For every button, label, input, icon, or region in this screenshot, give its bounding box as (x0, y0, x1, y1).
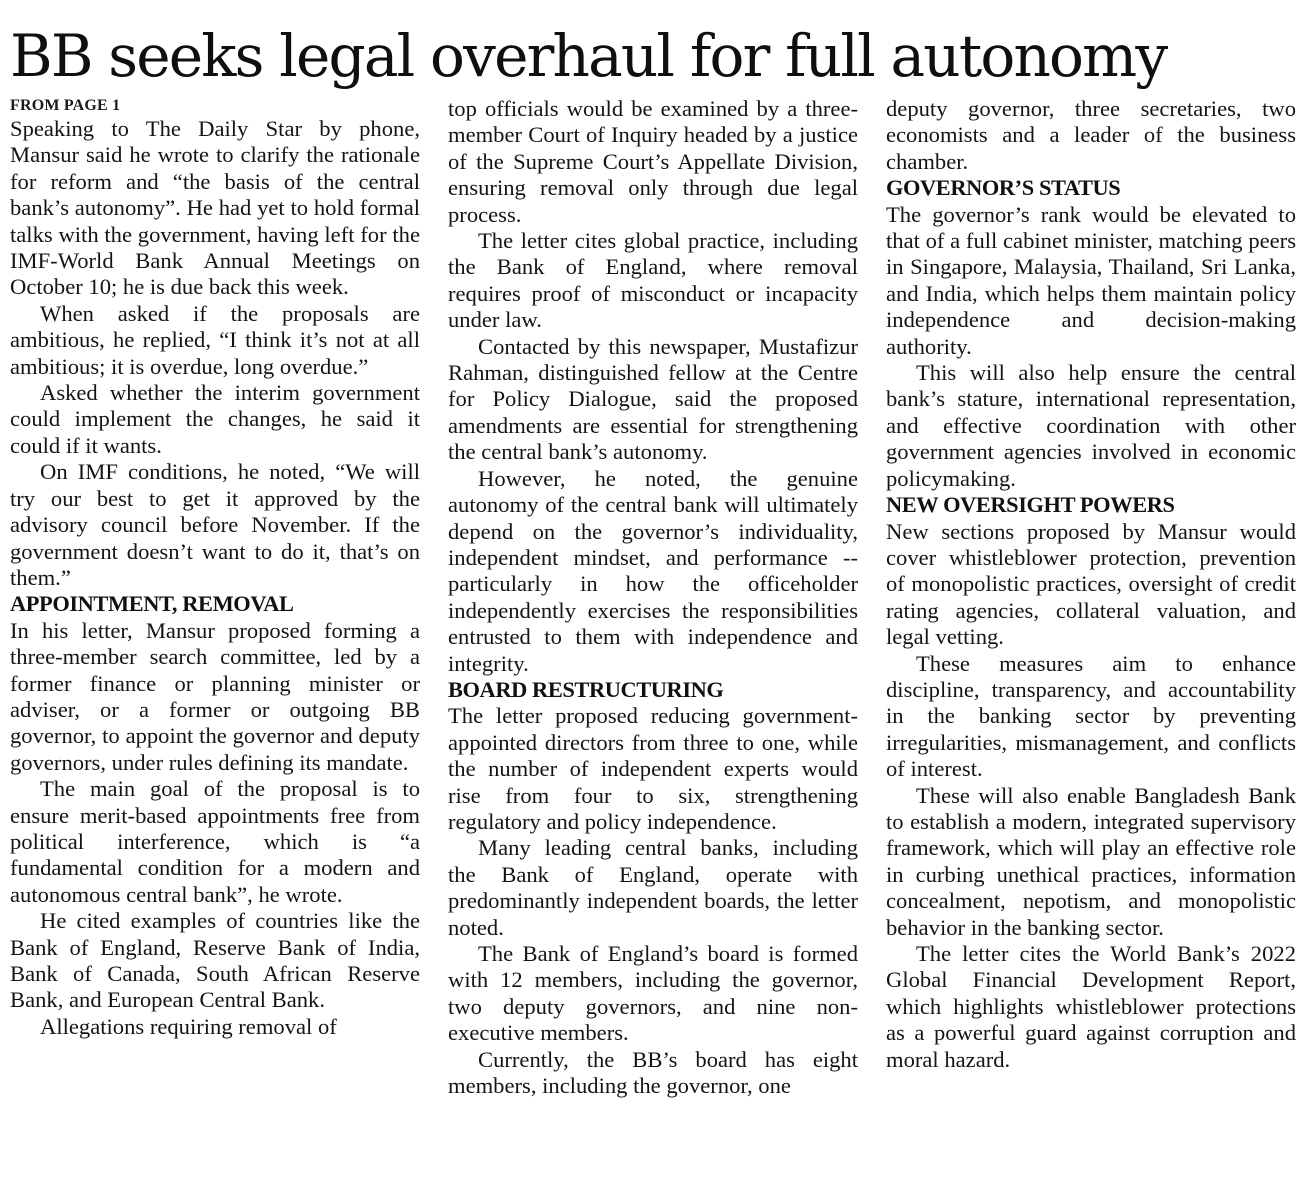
article-paragraph: Asked whether the interim government could implement the changes, he said it could if it wants. (10, 380, 420, 458)
article-paragraph: top officials would be examined by a three-member Court of Inquiry headed by a justice of the Supreme Court’s Appellate Division, ensuring removal only through due legal process. (448, 96, 858, 227)
article-column-1 (10, 96, 420, 1192)
article-headline: BB seeks legal overhaul for full autonomy (10, 22, 1167, 90)
article-paragraph: This will also help ensure the central bank’s stature, international representation, and effective coordination with other government agencies involved in economic policymaking. (886, 360, 1296, 491)
section-subhead: BOARD RESTRUCTURING (448, 676, 724, 702)
article-paragraph: Contacted by this newspaper, Mustafizur Rahman, distinguished fellow at the Centre for Policy Dialogue, said the proposed amendments are essential for strengthening the central bank’s autonomy. (448, 333, 858, 465)
section-subhead: GOVERNOR’S STATUS (886, 175, 1121, 201)
article-paragraph: On IMF conditions, he noted, “We will try our best to get it approved by the advisory council before November. If the government doesn’t want to do it, that’s on them.” (10, 459, 420, 590)
article-paragraph: The governor’s rank would be elevated to that of a full cabinet minister, matching peers in Singapore, Malaysia, Thailand, Sri Lanka, and India, which helps them maintain policy independence and decision-making authority. (886, 201, 1296, 359)
article-paragraph: The letter cites the World Bank’s 2022 Global Financial Development Report, which highlights whistleblower protections as a powerful guard against corruption and moral hazard. (886, 941, 1296, 1072)
article-body (10, 96, 1296, 1192)
article-paragraph: Speaking to The Daily Star by phone, Mansur said he wrote to clarify the rationale for reform and “the basis of the central bank’s autonomy”. He had yet to hold formal talks with the government, having left for the IMF-World Bank Annual Meetings on October 10; he is due back this week. (10, 116, 420, 300)
article-paragraph: The letter proposed reducing government-appointed directors from three to one, while the number of independent experts would rise from four to six, strengthening regulatory and policy independence. (448, 703, 858, 834)
article-paragraph: These measures aim to enhance discipline, transparency, and accountability in the banking sector by preventing irregularities, mismanagement, and conflicts of interest. (886, 650, 1296, 782)
article-paragraph: He cited examples of countries like the Bank of England, Reserve Bank of India, Bank of Canada, South African Reserve Bank, and European Central Bank. (10, 908, 420, 1013)
article-paragraph: However, he noted, the genuine autonomy of the central bank will ultimately depend on the governor’s individuality, independent mindset, and performance -- particularly in how the officeholder independently exercises the responsibilities entrusted to them with independence and integrity. (448, 465, 858, 676)
section-subhead: APPOINTMENT, REMOVAL (10, 591, 294, 617)
article-paragraph: Currently, the BB’s board has eight members, including the governor, one (448, 1046, 858, 1099)
article-paragraph: The Bank of England’s board is formed with 12 members, including the governor, two deputy governors, and nine non-executive members. (448, 941, 858, 1046)
article-column-2 (448, 96, 858, 1192)
article-paragraph: In his letter, Mansur proposed forming a three-member search committee, led by a former finance or planning minister or adviser, or a former or outgoing BB governor, to appoint the governor and deputy governors, under rules defining its mandate. (10, 617, 420, 775)
section-subhead: NEW OVERSIGHT POWERS (886, 492, 1175, 518)
article-paragraph: When asked if the proposals are ambitious, he replied, “I think it’s not at all ambitious; it is overdue, long overdue.” (10, 300, 420, 379)
article-paragraph: Allegations requiring removal of (40, 1013, 337, 1039)
article-paragraph: New sections proposed by Mansur would cover whistleblower protection, prevention of monopolistic practices, oversight of credit rating agencies, collateral valuation, and legal vetting. (886, 518, 1296, 650)
article-paragraph: Many leading central banks, including the Bank of England, operate with predominantly independent boards, the letter noted. (448, 835, 858, 940)
article-paragraph: The main goal of the proposal is to ensure merit-based appointments free from political interference, which is “a fundamental condition for a modern and autonomous central bank”, he wrote. (10, 776, 420, 907)
article-column-3 (886, 96, 1296, 1192)
article-paragraph: These will also enable Bangladesh Bank to establish a modern, integrated supervisory framework, which will play an effective role in curbing unethical practices, information concealment, nepotism, and monopolistic behavior in the banking sector. (886, 782, 1296, 940)
article-paragraph: The letter cites global practice, including the Bank of England, where removal requires proof of misconduct or incapacity under law. (448, 228, 858, 333)
article-paragraph: deputy governor, three secretaries, two economists and a leader of the business chamber. (886, 96, 1296, 174)
continuation-kicker: FROM PAGE 1 (10, 97, 121, 114)
